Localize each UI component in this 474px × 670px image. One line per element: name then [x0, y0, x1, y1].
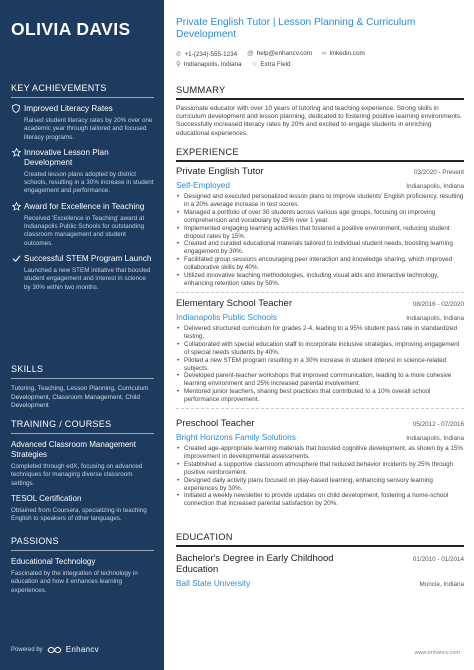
contact-row-2	[176, 60, 290, 68]
experience-section	[176, 147, 464, 162]
degree: Bachelor's Degree in Early Childhood Education	[176, 553, 334, 575]
phone-icon: ✆	[176, 51, 182, 58]
job-dates: 05/2012 - 07/2016	[412, 421, 464, 428]
job-title: Private English Tutor	[176, 166, 264, 177]
contact-row-1	[176, 50, 365, 58]
training-item-title: TESOL Certification	[11, 493, 82, 503]
email[interactable]	[247, 50, 312, 58]
skills-title: SKILLS	[11, 364, 154, 379]
link-icon: ∞	[322, 50, 327, 57]
job-bullets	[176, 445, 464, 508]
achievement-item	[11, 254, 154, 292]
linkedin-text: linkedin.com	[329, 50, 365, 57]
powered-by	[11, 645, 99, 654]
check-icon	[11, 254, 21, 265]
achievement-desc: Received 'Excellence in Teaching' award at Indianapolis Public Schools for outstanding classroom management and student outcomes.	[24, 214, 145, 247]
education-title: EDUCATION	[176, 532, 464, 547]
job-entry	[176, 298, 464, 409]
job-location: Indianapolis, Indiana	[406, 315, 464, 322]
brand-name: Enhancv	[65, 645, 99, 654]
bullet-item: • Created age-appropriate learning materials that boosted cognitive development, as shown by a 15% improvement in developmental assessments.	[176, 445, 464, 461]
shield-icon	[11, 104, 21, 115]
bullet-item: • Established a supportive classroom atmosphere that reduced behavior incidents by 25% through positive reinforcement.	[176, 461, 464, 477]
passions-title: PASSIONS	[11, 536, 154, 551]
sidebar	[0, 0, 164, 670]
bullet-item: • Managed a portfolio of over 30 students across various age groups, focusing on improving comprehension and vocabulary by 25% over 1 year.	[176, 209, 464, 225]
achievement-desc: Launched a new STEM initiative that boosted student engagement and interest in science by 30% within two months.	[24, 266, 151, 291]
powered-by-label: Powered by	[11, 646, 43, 653]
job-bullets	[176, 193, 464, 288]
bullet-item: • Delivered structured curriculum for grades 2-4, leading to a 95% student pass rate in standardized testing.	[176, 325, 464, 341]
bullet-item: • Facilitated group sessions encouraging peer interaction and knowledge sharing, which improved collaborative skills by 40%.	[176, 256, 464, 272]
achievements-title: KEY ACHIEVEMENTS	[11, 83, 154, 98]
training-section	[11, 419, 154, 523]
passion-item	[11, 557, 154, 595]
achievement-title: Innovative Lesson Plan Development	[24, 147, 109, 167]
location-pin-icon: ⚲	[176, 61, 181, 68]
job-dates: 03/2020 - Present	[413, 169, 464, 176]
company: Indianapolis Public Schools	[176, 312, 278, 322]
job-location: Indianapolis, Indiana	[406, 435, 464, 442]
divider	[176, 408, 464, 409]
job-dates: 08/2016 - 02/2020	[412, 301, 464, 308]
training-item-desc: Completed through edX, focusing on advanced techniques for managing diverse classroom settings.	[11, 463, 143, 487]
enhancv-logo-icon	[47, 646, 62, 654]
bullet-item: • Developed parent-teacher workshops that improved communication, leading to a more cohesive learning environment and 25% increased parental involvement.	[176, 372, 464, 388]
bullet-item: • Designed daily activity plans focused on play-based learning, enhancing sensory learning experiences by 30%.	[176, 477, 464, 493]
bullet-item: • Piloted a new STEM program resulting in a 30% increase in student interest in science-related subjects.	[176, 357, 464, 373]
job-title: Elementary School Teacher	[176, 298, 292, 309]
candidate-name: OLIVIA DAVIS	[11, 19, 131, 39]
bullet-item: • Utilized innovative teaching methodologies, including visual aids and interactive technology, enhancing retention rates by 50%.	[176, 272, 464, 288]
email-text: help@enhancv.com	[256, 50, 313, 57]
education-dates: 01/2010 - 01/2014	[412, 556, 464, 563]
training-item-title: Advanced Classroom Management Strategies	[11, 440, 136, 459]
bullet-item: • Created and curated educational materials tailored to individual student needs, boosting learning engagement by 30%.	[176, 240, 464, 256]
job-entry	[176, 418, 464, 508]
achievement-title: Award for Excellence in Teaching	[24, 201, 145, 211]
education-location: Muncie, Indiana	[419, 581, 464, 588]
achievement-title: Successful STEM Program Launch	[24, 253, 152, 263]
summary-section	[176, 85, 464, 138]
skills-text: Tutoring, Teaching, Lesson Planning, Curriculum Development, Classroom Management, Child Development	[11, 385, 149, 410]
training-item-desc: Obtained from Coursera, specializing in teaching English to speakers of other languages.	[11, 506, 147, 523]
bullet-item: • Designed and executed personalized lesson plans to improve students' English proficiency, resulting in a 20% average increase in test scores.	[176, 193, 464, 209]
achievement-desc: Created lesson plans adopted by district schools, resulting in a 30% increase in student engagement and performance.	[24, 170, 154, 195]
location	[176, 60, 242, 68]
passion-item-title: Educational Technology	[11, 557, 96, 566]
at-icon: @	[247, 50, 254, 57]
achievement-item	[11, 104, 154, 142]
training-item	[11, 440, 154, 488]
company: Self-Employed	[176, 180, 230, 190]
linkedin[interactable]	[322, 50, 365, 58]
achievement-item	[11, 148, 154, 196]
extra-field	[252, 60, 291, 68]
bullet-item: • Mentored junior teachers, sharing best practices that contributed to a 10% overall school performance improvement.	[176, 388, 464, 404]
achievement-desc: Raised student literacy rates by 20% over one academic year through tailored and focused literacy programs.	[24, 117, 153, 141]
training-title: TRAINING / COURSES	[11, 419, 154, 434]
passion-item-desc: Fascinated by the integration of technology in education and how it enhances learning experiences.	[11, 570, 138, 594]
passions-section	[11, 536, 154, 595]
school: Ball State University	[176, 578, 251, 588]
skills-section	[11, 364, 154, 411]
phone[interactable]	[176, 50, 237, 58]
phone-text: +1-(234)-555-1234	[184, 51, 238, 58]
footer-url[interactable]: www.enhancv.com	[414, 650, 460, 656]
headline: Private English Tutor | Lesson Planning & Curriculum Development	[176, 17, 416, 40]
bullet-item: • Initiated a weekly newsletter to provide updates on child development, fostering a home-school connection that increased parental satisfaction by 20%.	[176, 492, 464, 508]
bullet-item: • Collaborated with special education staff to incorporate inclusive strategies, improving engagement of special needs students by 40%.	[176, 341, 464, 357]
company: Bright Horizons Family Solutions	[176, 432, 296, 442]
job-title: Preschool Teacher	[176, 418, 255, 429]
job-entry	[176, 166, 464, 293]
divider	[176, 292, 464, 293]
star-icon	[11, 148, 21, 159]
experience-title: EXPERIENCE	[176, 147, 464, 162]
star-icon	[11, 202, 21, 213]
achievement-item	[11, 202, 154, 248]
achievements-section	[11, 83, 154, 292]
achievement-title: Improved Literacy Rates	[24, 104, 113, 113]
extra-field-text: Extra Field	[260, 61, 291, 68]
location-text: Indianapolis, Indiana	[183, 61, 242, 68]
job-location: Indianapolis, Indiana	[406, 183, 464, 190]
summary-title: SUMMARY	[176, 85, 464, 100]
job-bullets	[176, 325, 464, 404]
summary-text: Passionate educator with over 10 years of tutoring and teaching experience. Strong skills in curriculum development and lesson planning, dedicated to fostering positive learning environments. Successfully increased literacy rates by 20% and excited to engage students in enriching educational experiences.	[176, 105, 462, 137]
star-icon: ☆	[251, 61, 258, 68]
education-section	[176, 532, 464, 588]
training-item	[11, 494, 154, 524]
bullet-item: • Implemented engaging learning activities that fostered a positive environment, reducing student dropout rates by 15%.	[176, 225, 464, 241]
